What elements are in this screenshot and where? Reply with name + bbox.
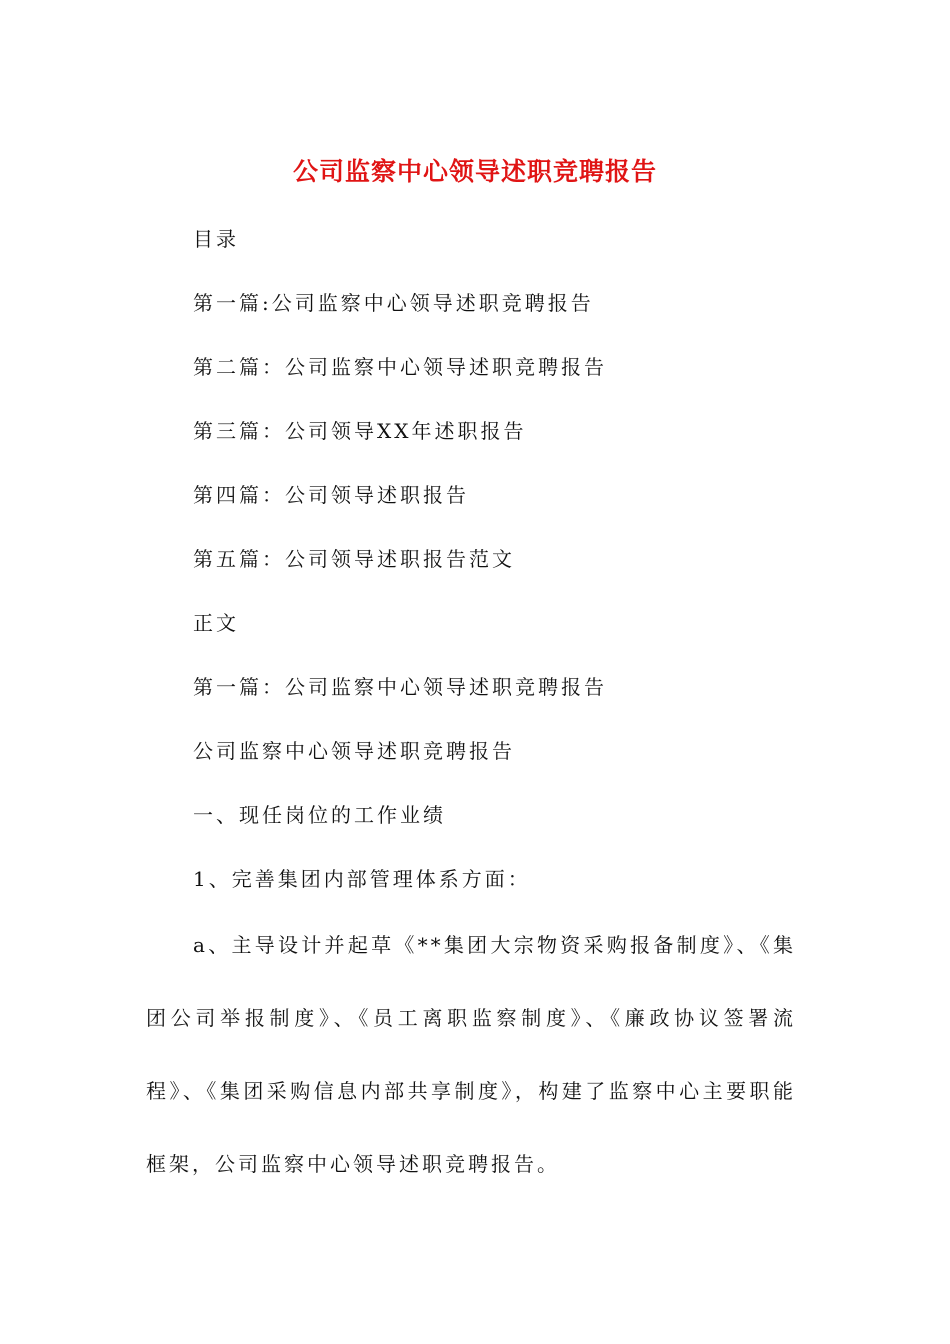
toc-item-1: 第一篇:公司监察中心领导述职竞聘报告 [193,291,594,315]
body-paragraph: a、主导设计并起草《**集团大宗物资采购报备制度》、《集团公司举报制度》、《员工离职监察制度》、《廉政协议签署流程》、《集团采购信息内部共享制度》，构建了监察中心主要职能框架，公司监察中心领导述职竞聘报告。 [146,933,796,1176]
toc-item-3: 第三篇：公司领导XX年述职报告 [193,419,527,443]
document-title: 公司监察中心领导述职竞聘报告 [292,157,657,186]
section-heading: 一、现任岗位的工作业绩 [193,803,446,827]
toc-item-5: 第五篇：公司领导述职报告范文 [193,547,515,571]
report-title: 公司监察中心领导述职竞聘报告 [193,739,515,763]
chapter-heading: 第一篇：公司监察中心领导述职竞聘报告 [193,675,607,699]
body-heading: 正文 [193,611,239,635]
toc-item-2: 第二篇：公司监察中心领导述职竞聘报告 [193,355,607,379]
toc-heading: 目录 [193,227,239,251]
toc-item-4: 第四篇：公司领导述职报告 [193,483,469,507]
subsection-heading: 1、完善集团内部管理体系方面： [193,867,531,891]
